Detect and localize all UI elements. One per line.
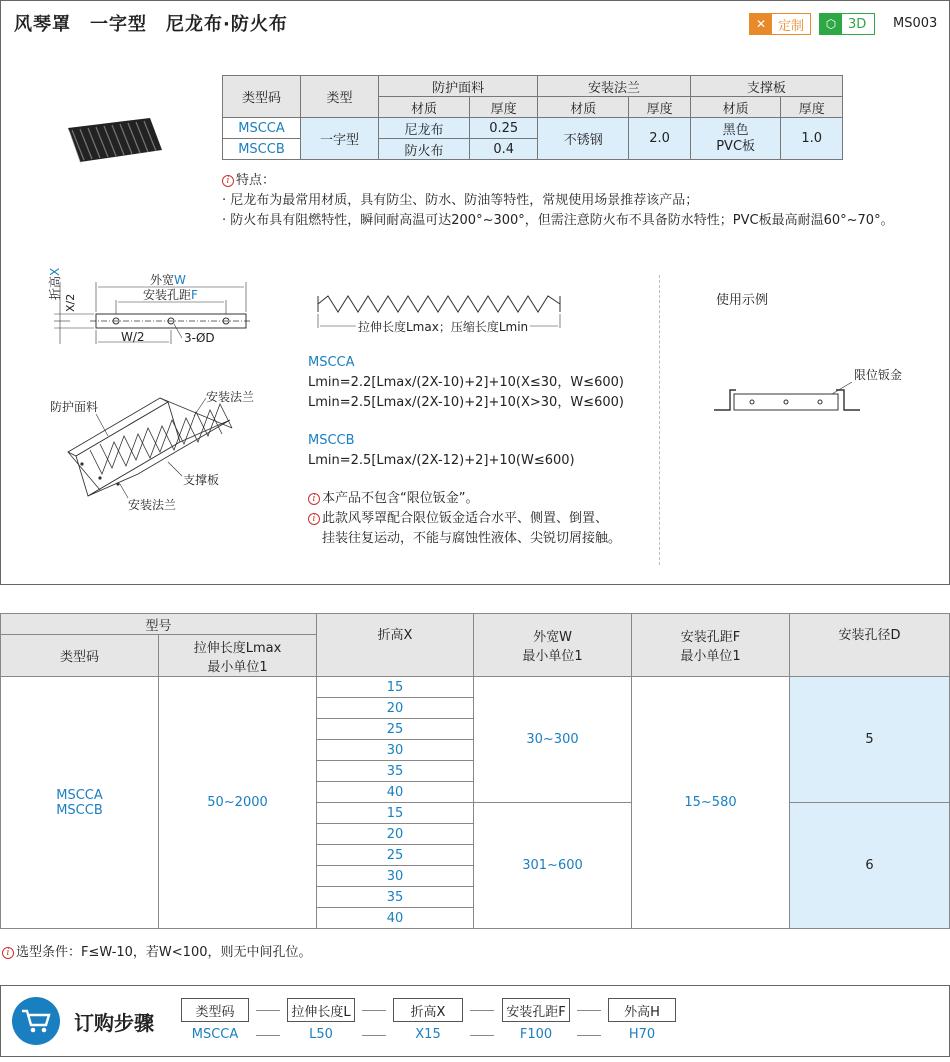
- usage-drawing: [712, 382, 862, 416]
- formula-a-title: MSCCA: [308, 355, 355, 370]
- selection-note-text: 选型条件：F≤W-10，若W<100，则无中间孔位。: [16, 945, 312, 960]
- w-half-label: W/2: [121, 330, 145, 344]
- step-connector: [577, 1035, 601, 1036]
- w-range-1: 30~300: [474, 677, 632, 803]
- info-icon: i: [308, 513, 320, 525]
- flange-material: 不锈钢: [538, 118, 629, 160]
- info-icon: i: [222, 175, 234, 187]
- model-table: [0, 613, 950, 929]
- spec-h-material: 材质: [690, 97, 781, 118]
- spec-type: 一字型: [301, 118, 379, 160]
- note-1: 本产品不包含“限位钣金”。: [322, 491, 479, 506]
- flange-label-top: 安装法兰: [206, 390, 255, 404]
- step-label-pitch: 安装孔距F: [502, 998, 570, 1022]
- spec-table: [222, 75, 843, 160]
- step-connector: [362, 1035, 386, 1036]
- step-connector: [256, 1035, 280, 1036]
- step-connector: [470, 1010, 494, 1011]
- custom-badge-label: 定制: [778, 18, 805, 34]
- w-range-2: 301~600: [474, 803, 632, 929]
- selection-note: [2, 941, 312, 960]
- page-title: 风琴罩 一字型 尼龙布·防火布: [14, 14, 288, 35]
- x-value[interactable]: 35: [317, 761, 474, 782]
- spec-h-flange: 安装法兰: [538, 76, 691, 97]
- flange-label-bottom: 安装法兰: [128, 498, 177, 512]
- order-title: 订购步骤: [74, 1011, 154, 1035]
- cart-icon: [12, 997, 60, 1045]
- step-label-height: 外高H: [608, 998, 676, 1022]
- 3d-badge[interactable]: [819, 13, 875, 35]
- divider: [659, 275, 660, 565]
- cover-label: 防护面料: [50, 400, 99, 414]
- spec-thickness-a: 0.25: [470, 118, 538, 139]
- holes-label: 3-ØD: [184, 331, 215, 345]
- d-value-1: 5: [790, 677, 950, 803]
- step-connector: [470, 1035, 494, 1036]
- spec-h-material: 材质: [379, 97, 470, 118]
- spec-thickness-b: 0.4: [470, 139, 538, 160]
- x-value[interactable]: 15: [317, 803, 474, 824]
- note-2: 此款风琴罩配合限位钣金适合水平、侧置、倒置、: [322, 511, 609, 526]
- x-value[interactable]: 30: [317, 866, 474, 887]
- length-label: 拉伸长度Lmax；压缩长度Lmin: [358, 320, 529, 334]
- x-value[interactable]: 25: [317, 719, 474, 740]
- formulas: [308, 353, 624, 549]
- spec-h-type: 类型: [301, 76, 379, 118]
- support-label: 支撑板: [183, 473, 220, 487]
- spec-h-cover: 防护面料: [379, 76, 538, 97]
- spec-h-support: 支撑板: [690, 76, 842, 97]
- spec-code-b[interactable]: MSCCB: [223, 139, 301, 160]
- feature-line-2: · 防火布具有阻燃特性，瞬间耐高温可达200°~300°，但需注意防火布不具备防水特性；PVC板最高耐温60°~70°。: [222, 213, 894, 228]
- support-material: 黑色 PVC板: [690, 118, 781, 160]
- spec-code-a[interactable]: MSCCA: [223, 118, 301, 139]
- support-thickness: 1.0: [781, 118, 843, 160]
- spec-h-material: 材质: [538, 97, 629, 118]
- step-value-typecode: MSCCA: [191, 1027, 239, 1042]
- info-icon: i: [2, 947, 14, 959]
- x-value[interactable]: 30: [317, 740, 474, 761]
- x-value[interactable]: 20: [317, 698, 474, 719]
- step-value-length: L50: [309, 1027, 333, 1042]
- usage-title: 使用示例: [716, 293, 769, 308]
- spec-h-thickness: 厚度: [470, 97, 538, 118]
- x-half-label: X/2: [64, 293, 77, 312]
- model-h-lmax: 拉伸长度Lmax 最小单位1: [159, 635, 317, 677]
- spec-material-b: 防火布: [379, 139, 470, 160]
- product-code: MS003: [893, 16, 938, 31]
- model-h-f: 安装孔距F 最小单位1: [632, 614, 790, 677]
- outer-width-text: 外宽: [150, 273, 175, 287]
- fold-height-text: 折高: [48, 275, 62, 300]
- f-symbol: F: [191, 288, 198, 302]
- formula-b1: Lmin=2.5[Lmax/(2X-12)+2]+10(W≤600): [308, 453, 575, 468]
- model-h-d: 安装孔径D: [790, 614, 950, 677]
- hole-pitch-text: 安装孔距: [143, 288, 192, 302]
- limit-plate-label: 限位钣金: [854, 368, 903, 382]
- feature-line-1: · 尼龙布为最常用材质，具有防尘、防水、防油等特性，常规使用场景推荐该产品；: [222, 193, 699, 208]
- step-label-fold: 折高X: [393, 998, 463, 1022]
- x-value[interactable]: 25: [317, 845, 474, 866]
- flange-thickness: 2.0: [629, 118, 690, 160]
- x-value[interactable]: 40: [317, 782, 474, 803]
- cube-icon: ⬡: [820, 14, 842, 34]
- x-symbol: X: [48, 267, 62, 276]
- step-connector: [577, 1010, 601, 1011]
- product-image: [58, 110, 168, 170]
- model-codes[interactable]: MSCCA MSCCB: [1, 677, 159, 929]
- step-label-typecode: 类型码: [181, 998, 249, 1022]
- fold-height-label: [46, 268, 63, 300]
- d-value-2: 6: [790, 803, 950, 929]
- step-label-length: 拉伸长度L: [287, 998, 355, 1022]
- spec-h-thickness: 厚度: [629, 97, 690, 118]
- model-h-model: 型号: [1, 614, 317, 635]
- formula-a2: Lmin=2.5[Lmax/(2X-10)+2]+10(X>30，W≤600): [308, 395, 624, 410]
- spec-h-typecode: 类型码: [223, 76, 301, 118]
- x-value[interactable]: 15: [317, 677, 474, 698]
- model-lmax: 50~2000: [159, 677, 317, 929]
- step-value-pitch: F100: [519, 1027, 553, 1042]
- features: [222, 171, 894, 231]
- model-h-w: 外宽W 最小单位1: [474, 614, 632, 677]
- note-3: 挂装往复运动，不能与腐蚀性液体、尖锐切屑接触。: [322, 531, 622, 546]
- custom-icon: ✕: [750, 14, 772, 34]
- formula-b-title: MSCCB: [308, 433, 355, 448]
- spec-h-thickness: 厚度: [781, 97, 843, 118]
- step-value-height: H70: [628, 1027, 656, 1042]
- step-connector: [256, 1010, 280, 1011]
- x-value[interactable]: 20: [317, 824, 474, 845]
- hole-pitch-label: [143, 286, 198, 303]
- f-range: 15~580: [632, 677, 790, 929]
- step-connector: [362, 1010, 386, 1011]
- 3d-badge-label: 3D: [848, 16, 867, 32]
- info-icon: i: [308, 493, 320, 505]
- formula-a1: Lmin=2.2[Lmax/(2X-10)+2]+10(X≤30，W≤600): [308, 375, 624, 390]
- model-h-x: 折高X: [317, 614, 474, 677]
- w-symbol: W: [174, 273, 186, 287]
- model-h-typecode: 类型码: [1, 635, 159, 677]
- x-value[interactable]: 35: [317, 887, 474, 908]
- step-value-fold: X15: [415, 1027, 441, 1042]
- custom-badge[interactable]: [749, 13, 811, 35]
- features-label: 特点：: [236, 173, 276, 188]
- x-value[interactable]: 40: [317, 908, 474, 929]
- spec-material-a: 尼龙布: [379, 118, 470, 139]
